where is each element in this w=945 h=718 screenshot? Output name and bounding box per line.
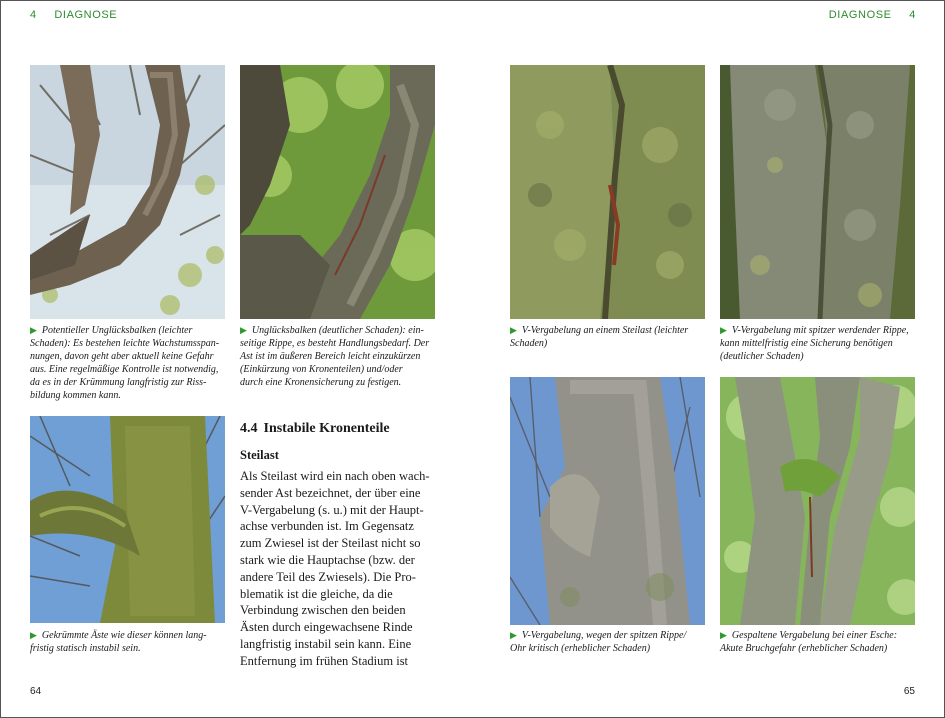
section-title-text: Instabile Kronenteile <box>263 421 390 436</box>
caption-marker-icon: ▶ <box>240 325 247 335</box>
caption-marker-icon: ▶ <box>720 325 727 335</box>
right-chapter-number: 4 <box>909 9 916 21</box>
right-page-number: 65 <box>903 686 915 697</box>
caption-marker-icon: ▶ <box>510 325 517 335</box>
right-running-header <box>829 9 916 21</box>
section-subheading: Steilast <box>240 448 279 462</box>
photo-v-fork-steilast <box>510 65 705 319</box>
left-chapter-number: 4 <box>30 9 37 21</box>
caption-right-bottom-left-photo: ▶ V-Vergabelung, wegen der spitzen Rippe/ Ohr kritisch (erheblicher Schaden) <box>510 630 687 654</box>
photo-split-ash-fork <box>720 377 915 625</box>
caption-right-top-left-photo: ▶ V-Vergabelung an einem Steilast (leichter Schaden) <box>510 325 689 349</box>
caption-marker-icon: ▶ <box>510 630 517 640</box>
right-chapter-title: DIAGNOSE <box>828 9 892 21</box>
caption-marker-icon: ▶ <box>30 325 37 335</box>
left-running-header <box>30 9 117 21</box>
photo-curved-branches-blue-sky <box>30 416 225 623</box>
caption-marker-icon: ▶ <box>30 630 37 640</box>
caption-bottom-left-photo: ▶ Gekrümmte Äste wie dieser können lang- fristig statisch instabil sein. <box>30 630 207 654</box>
photo-v-fork-ear <box>510 377 705 625</box>
section-body-text: Als Steilast wird ein nach oben wach- sender Ast bezeichnet, der über eine V-Vergabelung (s. u.) mit der Haupt- achse verbunden ist. Im Gegensatz zum Zwiesel ist der Steilast nicht so stark wie die Hauptachse (bzw. der andere Teil des Zwiesels). Die Pro- blematik ist die gleiche, da die Verbindung zwischen den beiden Ästen durch eingewachsene Rinde langfristig instabil sein kann. Eine Entfernung im frühen Stadium ist <box>240 469 430 668</box>
left-page-number: 64 <box>30 686 42 697</box>
section-title <box>240 421 390 437</box>
caption-right-top-right-photo: ▶ V-Vergabelung mit spitzer werdender Rippe, kann mittelfristig eine Sicherung benötigen (deutlicher Schaden) <box>720 325 909 362</box>
photo-curved-branch-sky <box>30 65 225 319</box>
section-number: 4.4 <box>240 421 258 436</box>
left-chapter-title: DIAGNOSE <box>54 9 118 21</box>
caption-right-bottom-right-photo: ▶ Gespaltene Vergabelung bei einer Esche: Akute Bruchgefahr (erheblicher Schaden) <box>720 630 898 654</box>
caption-marker-icon: ▶ <box>720 630 727 640</box>
caption-top-left-photo: ▶ Potentieller Unglücksbalken (leichter Schaden): Es bestehen leichte Wachstumsspan- nungen, davon geht aber aktuell keine Gefahr aus. Eine regelmäßige Kontrolle ist notwendig, da es in der Krümmung langfristig zur Riss- bildung kommen kann. <box>30 325 220 401</box>
photo-v-fork-pointed-rib <box>720 65 915 319</box>
caption-top-right-photo: ▶ Unglücksbalken (deutlicher Schaden): ein- seitige Rippe, es besteht Handlungsbedarf. Der Ast ist im äußeren Bereich leicht einzukürzen (Einkürzung von Kronenteilen) und/oder durch eine Kronensicherung zu festigen. <box>240 325 430 388</box>
photo-one-sided-rib-branch <box>240 65 435 319</box>
